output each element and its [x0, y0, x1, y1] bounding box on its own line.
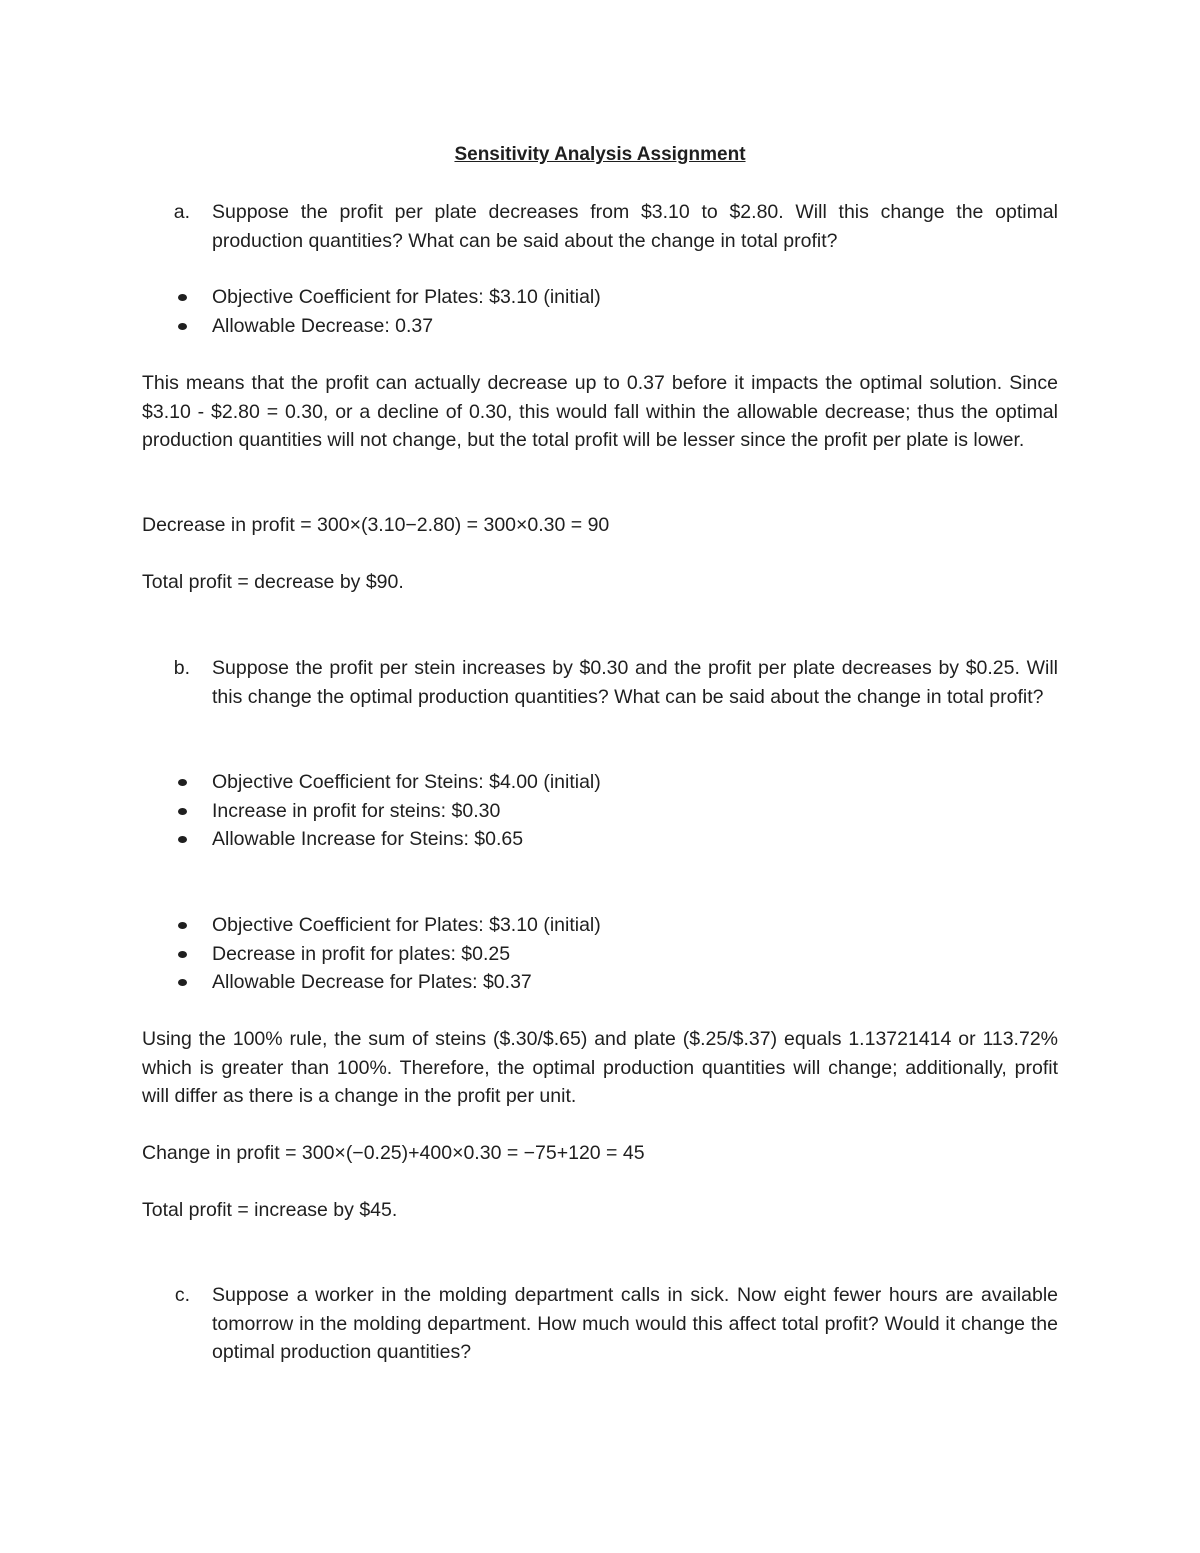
list-item: Allowable Decrease: 0.37 — [176, 312, 601, 341]
question-b-text: Suppose the profit per stein increases by $0.30 and the profit per plate decreases by $0.25. Will this change the optimal production quantities? What can be said about the change in total profit? — [212, 657, 1058, 708]
question-b-calculation: Change in profit = 300×(−0.25)+400×0.30 = −75+120 = 45 — [142, 1142, 645, 1164]
list-item: Objective Coefficient for Plates: $3.10 (initial) — [176, 911, 601, 940]
bullet-icon — [178, 951, 187, 958]
bullet-icon — [178, 808, 187, 815]
question-c-text: Suppose a worker in the molding department calls in sick. Now eight fewer hours are available tomorrow in the molding department. How much would this affect total profit? Would it change the optimal production quantities? — [212, 1284, 1058, 1363]
bullet-icon — [178, 836, 187, 843]
list-item: Increase in profit for steins: $0.30 — [176, 797, 601, 826]
question-a-calculation: Decrease in profit = 300×(3.10−2.80) = 300×0.30 = 90 — [142, 514, 610, 536]
question-b-label: b. — [173, 657, 190, 679]
list-item: Objective Coefficient for Steins: $4.00 (initial) — [176, 768, 601, 797]
question-a-text: Suppose the profit per plate decreases from $3.10 to $2.80. Will this change the optimal production quantities? What can be said about the change in total profit? — [212, 201, 1058, 252]
question-b-total: Total profit = increase by $45. — [142, 1199, 398, 1221]
question-a-label: a. — [173, 201, 190, 223]
question-a-total: Total profit = decrease by $90. — [142, 571, 404, 593]
question-a-explanation: This means that the profit can actually decrease up to 0.37 before it impacts the optimal solution. Since $3.10 - $2.80 = 0.30, or a decline of 0.30, this would fall within the allowable decrease; thus the optimal production quantities will not change, but the total profit will be lesser since the profit per plate is lower. — [142, 372, 1058, 451]
question-b-explanation: Using the 100% rule, the sum of steins ($.30/$.65) and plate ($.25/$.37) equals 1.13721414 or 113.72% which is greater than 100%. Therefore, the optimal production quantities will change; additionally, profit will differ as there is a change in the profit per unit. — [142, 1028, 1058, 1107]
list-item: Allowable Increase for Steins: $0.65 — [176, 825, 601, 854]
question-b-steins-bullet-list — [176, 768, 601, 854]
bullet-icon — [178, 779, 187, 786]
bullet-icon — [178, 323, 187, 330]
bullet-icon — [178, 294, 187, 301]
bullet-icon — [178, 922, 187, 929]
question-c-label: c. — [174, 1284, 190, 1306]
bullet-icon — [178, 979, 187, 986]
question-a-bullet-list — [176, 283, 601, 340]
list-item: Objective Coefficient for Plates: $3.10 (initial) — [176, 283, 601, 312]
list-item: Allowable Decrease for Plates: $0.37 — [176, 968, 601, 997]
document-title: Sensitivity Analysis Assignment — [454, 144, 746, 165]
list-item: Decrease in profit for plates: $0.25 — [176, 940, 601, 969]
question-b-plates-bullet-list — [176, 911, 601, 997]
